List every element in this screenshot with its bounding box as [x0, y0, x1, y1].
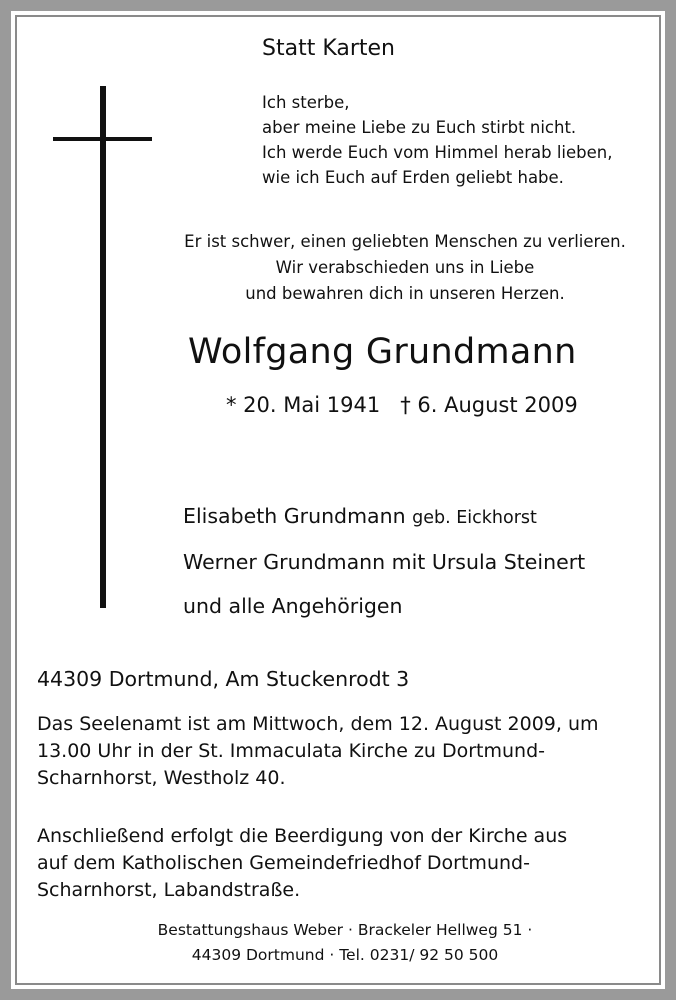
service-line: 13.00 Uhr in der St. Immaculata Kirche zu Dortmund-: [37, 740, 546, 762]
death-date: † 6. August 2009: [400, 393, 578, 417]
poem-primary-line: aber meine Liebe zu Euch stirbt nicht.: [262, 118, 577, 137]
header-statt-karten: Statt Karten: [262, 36, 395, 61]
poem-primary: [262, 90, 612, 190]
poem-secondary-line: Er ist schwer, einen geliebten Menschen zu verlieren.: [184, 232, 626, 251]
cross-icon-vertical: [100, 86, 106, 608]
mourner-line: und alle Angehörigen: [183, 594, 403, 618]
cross-icon-horizontal: [53, 137, 152, 141]
burial-paragraph: [37, 823, 567, 904]
service-paragraph: [37, 711, 599, 792]
poem-primary-line: Ich werde Euch vom Himmel herab lieben,: [262, 143, 613, 162]
poem-secondary-line: Wir verabschieden uns in Liebe: [275, 258, 535, 277]
burial-line: Scharnhorst, Labandstraße.: [37, 879, 301, 901]
footer-line: Bestattungshaus Weber · Brackeler Hellweg 51 ·: [157, 921, 533, 939]
service-line: Das Seelenamt ist am Mittwoch, dem 12. August 2009, um: [37, 713, 599, 735]
funeral-home-footer: [100, 918, 590, 968]
poem-secondary: [160, 229, 650, 307]
footer-line: 44309 Dortmund · Tel. 0231/ 92 50 500: [191, 946, 499, 964]
deceased-name: Wolfgang Grundmann: [188, 332, 577, 372]
burial-line: auf dem Katholischen Gemeindefriedhof Dortmund-: [37, 852, 530, 874]
mourner-line: [183, 494, 585, 540]
service-line: Scharnhorst, Westholz 40.: [37, 767, 286, 789]
mourner-line: Werner Grundmann mit Ursula Steinert: [183, 550, 586, 574]
burial-line: Anschließend erfolgt die Beerdigung von der Kirche aus: [37, 825, 568, 847]
mourner-name: Elisabeth Grundmann: [183, 504, 406, 528]
birth-date: * 20. Mai 1941: [226, 393, 381, 417]
poem-secondary-line: und bewahren dich in unseren Herzen.: [245, 284, 565, 303]
life-dates: [226, 393, 578, 417]
mourner-maiden-name: geb. Eickhorst: [412, 508, 537, 528]
poem-primary-line: Ich sterbe,: [262, 93, 350, 112]
family-address: 44309 Dortmund, Am Stuckenrodt 3: [37, 667, 410, 691]
mourners-list: [183, 494, 585, 628]
poem-primary-line: wie ich Euch auf Erden geliebt habe.: [262, 168, 564, 187]
